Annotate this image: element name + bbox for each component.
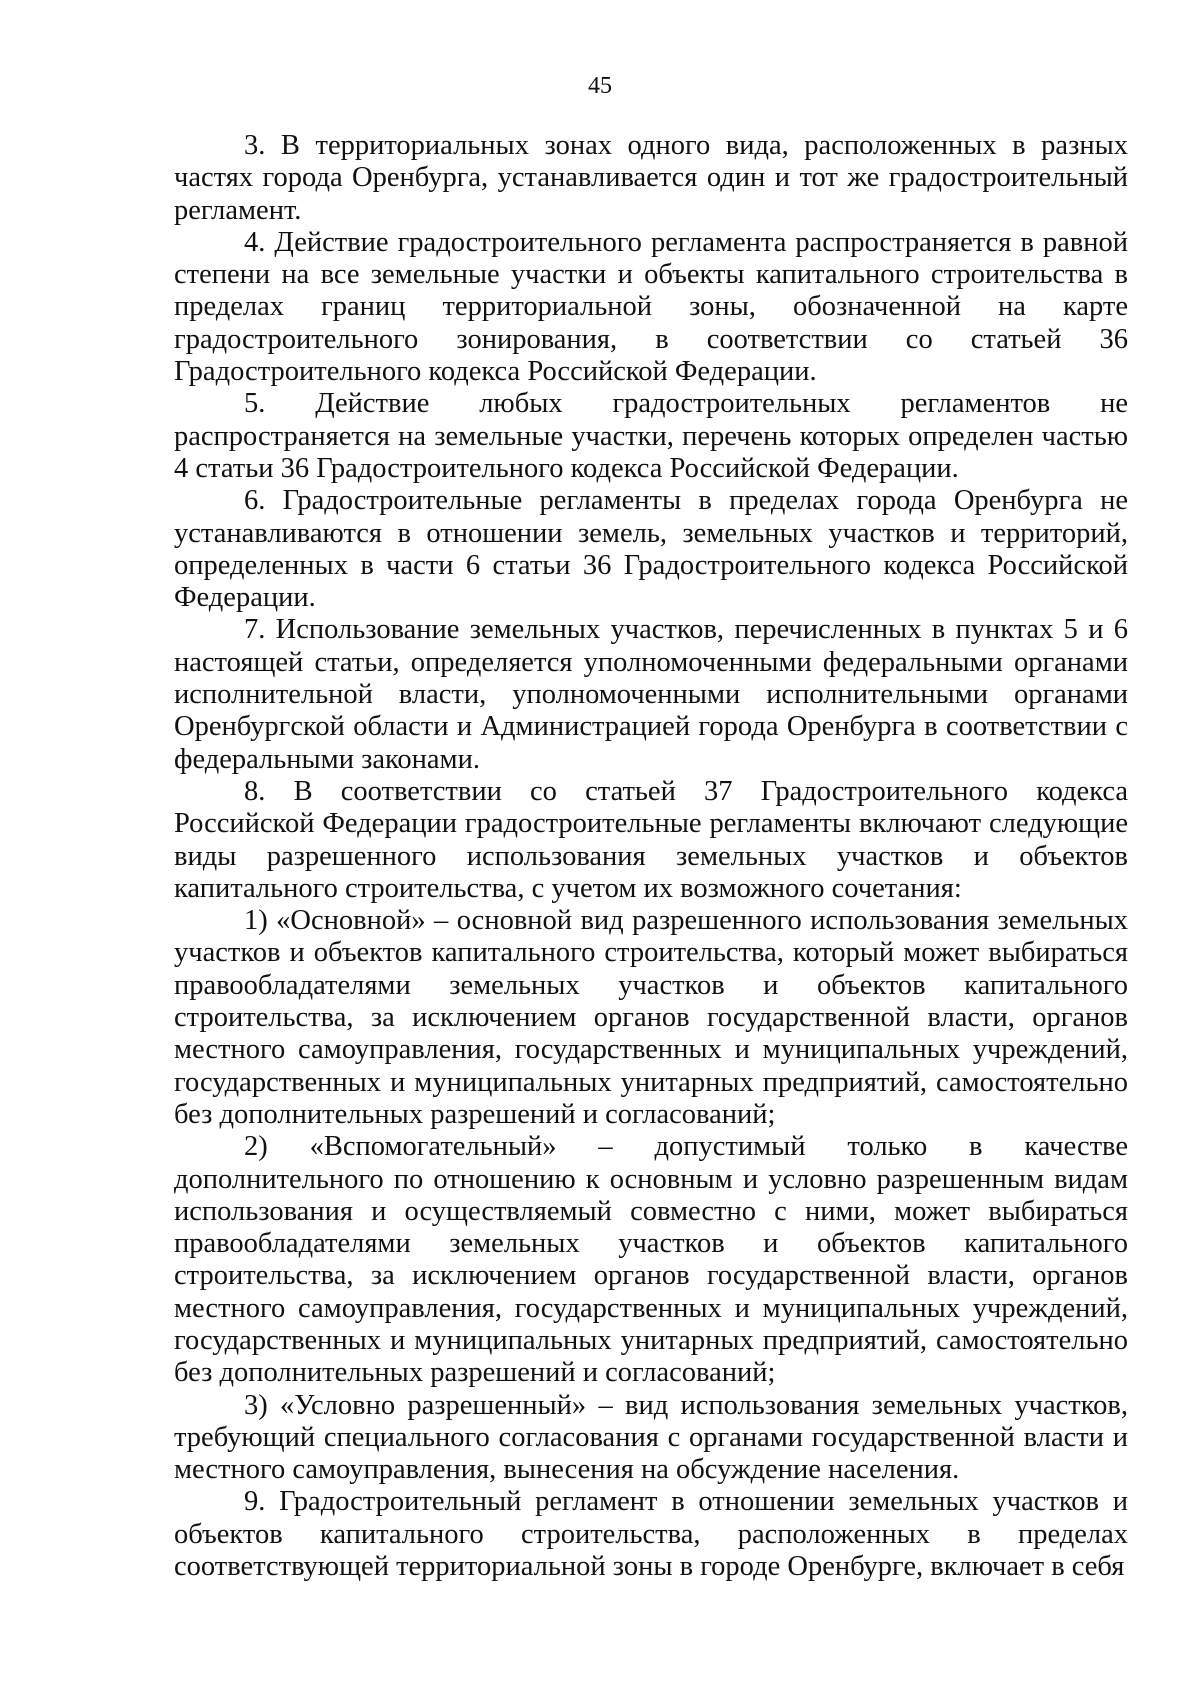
list-item-auxiliary: 2) «Вспомогательный» – допустимый только в качестве дополнительного по отношению к основным и условно разрешенным видам использования и осуществляемый совместно с ними, может выбираться правообладателями земельных участков и объектов капитального строительства, за исключением органов государственной власти, органов местного самоуправления, государственных и муниципальных учреждений, государственных и муниципальных унитарных предприятий, самостоятельно без дополнительных разрешений и согласований; — [174, 1131, 1128, 1389]
list-item-conditional: 3) «Условно разрешенный» – вид использования земельных участков, требующий специального согласования с органами государственной власти и местного самоуправления, вынесения на обсуждение населения. — [174, 1389, 1128, 1486]
page-number: 45 — [588, 73, 612, 99]
paragraph-8: 8. В соответствии со статьей 37 Градостроительного кодекса Российской Федерации градостроительные регламенты включают следующие виды разрешенного использования земельных участков и объектов капитального строительства, с учетом их возможного сочетания: — [174, 775, 1128, 904]
list-item-basic: 1) «Основной» – основной вид разрешенного использования земельных участков и объектов капитального строительства, который может выбираться правообладателями земельных участков и объектов капитального строительства, за исключением органов государственной власти, органов местного самоуправления, государственных и муниципальных учреждений, государственных и муниципальных унитарных предприятий, самостоятельно без дополнительных разрешений и согласований; — [174, 905, 1128, 1130]
paragraph-6: 6. Градостроительные регламенты в пределах города Оренбурга не устанавливаются в отношении земель, земельных участков и территорий, определенных в части 6 статьи 36 Градостроительного кодекса Российской Федерации. — [174, 485, 1128, 614]
paragraph-7: 7. Использование земельных участков, перечисленных в пунктах 5 и 6 настоящей статьи, определяется уполномоченными федеральными органами исполнительной власти, уполномоченными исполнительными органами Оренбургской области и Администрацией города Оренбурга в соответствии с федеральными законами. — [174, 614, 1128, 775]
paragraph-3: 3. В территориальных зонах одного вида, расположенных в разных частях города Оренбурга, устанавливается один и тот же градостроительный регламент. — [174, 130, 1128, 226]
paragraph-4: 4. Действие градостроительного регламента распространяется в равной степени на все земельные участки и объекты капитального строительства в пределах границ территориальной зоны, обозначенной на карте градостроительного зонирования, в соответствии со статьей 36 Градостроительного кодекса Российской Федерации. — [174, 226, 1128, 388]
paragraph-5: 5. Действие любых градостроительных регламентов не распространяется на земельные участки, перечень которых определен частью 4 статьи 36 Градостроительного кодекса Российской Федерации. — [174, 388, 1128, 484]
paragraph-9: 9. Градостроительный регламент в отношении земельных участков и объектов капитального строительства, расположенных в пределах соответствующей территориальной зоны в городе Оренбурге, включает в себя — [174, 1486, 1128, 1583]
document-body — [174, 130, 1128, 1583]
